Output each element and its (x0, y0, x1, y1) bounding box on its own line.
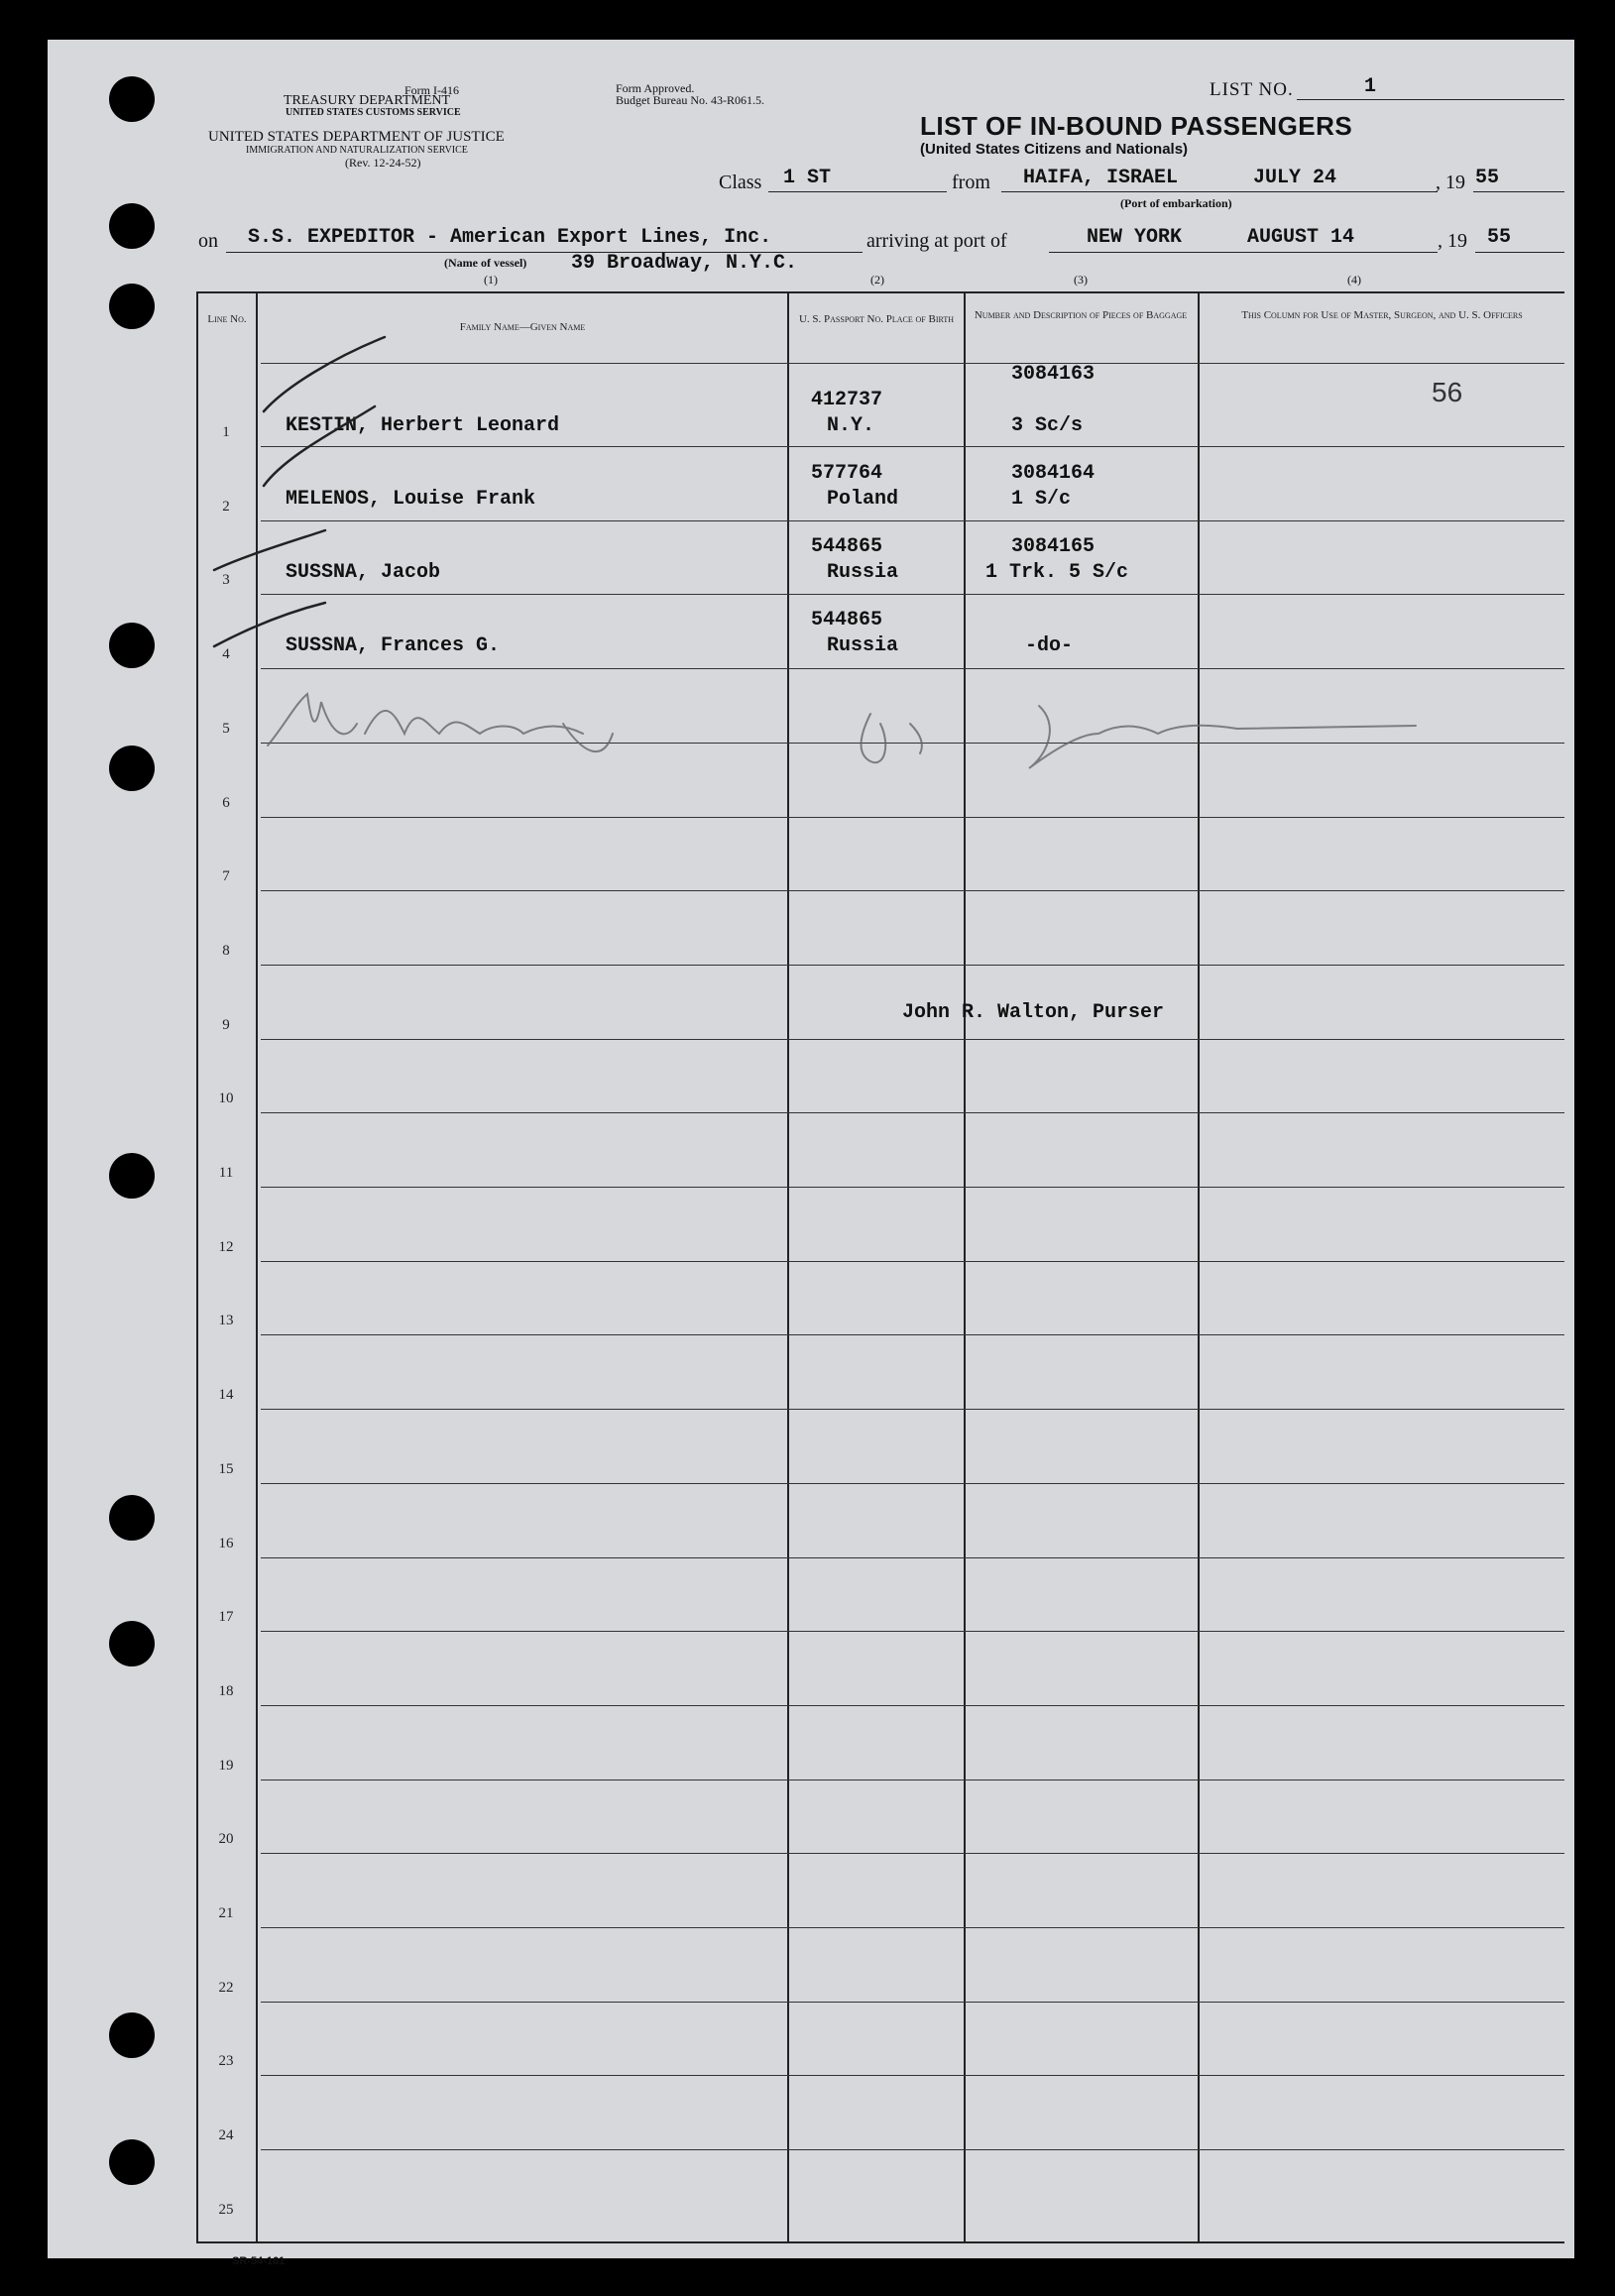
row-rule (261, 1409, 1564, 1410)
punch-hole (109, 2139, 155, 2185)
officer-note: 56 (1432, 377, 1463, 407)
line-number: 7 (222, 868, 230, 884)
row-rule (261, 1779, 1564, 1780)
passport-number: 544865 (811, 535, 883, 558)
check-mark (264, 337, 385, 411)
arrival-year: 55 (1487, 226, 1512, 249)
passport-number: 577764 (811, 462, 883, 485)
table-bottom-border (196, 2241, 1564, 2243)
form-approved: Form Approved. (616, 81, 695, 95)
page-subtitle: (United States Citizens and Nationals) (920, 141, 1189, 158)
form-revision: (Rev. 12-24-52) (345, 156, 421, 170)
year-prefix-2: , 19 (1438, 230, 1467, 252)
line-number: 19 (218, 1758, 234, 1774)
arrival-date: AUGUST 14 (1247, 226, 1355, 249)
vessel-address: 39 Broadway, N.Y.C. (571, 252, 798, 275)
year-prefix-1: , 19 (1436, 172, 1465, 193)
check-mark (214, 530, 325, 570)
row-rule (261, 890, 1564, 891)
line-number: 3 (222, 572, 230, 588)
line-number: 6 (222, 795, 230, 811)
page-title: LIST OF IN-BOUND PASSENGERS (920, 111, 1353, 141)
row-rule (261, 2149, 1564, 2150)
header-officers: This Column for Use of Master, Surgeon, and U. S. Officers (1241, 309, 1523, 321)
header-passport: U. S. Passport No. Place of Birth (798, 313, 955, 325)
line-number: 12 (218, 1239, 234, 1255)
header-baggage: Number and Description of Pieces of Baggage (974, 309, 1188, 321)
handwritten-marks (48, 40, 1574, 793)
place-of-birth: Russia (827, 634, 899, 657)
punch-hole (109, 1495, 155, 1541)
header-name: Family Name—Given Name (459, 321, 586, 333)
list-number-value: 1 (1364, 75, 1377, 98)
form-number: Form I-416 (404, 83, 459, 97)
row-rule (261, 1039, 1564, 1040)
embarkation-year: 55 (1475, 167, 1500, 189)
justice-dept: UNITED STATES DEPARTMENT OF JUSTICE (208, 129, 505, 145)
row-rule (261, 1631, 1564, 1632)
line-number: 16 (218, 1536, 234, 1551)
line-number: 5 (222, 721, 230, 737)
line-number: 2 (222, 499, 230, 515)
punch-hole (109, 1153, 155, 1199)
passport-number: 544865 (811, 609, 883, 631)
line-number: 21 (218, 1905, 234, 1921)
signature-scrawl (268, 694, 1416, 768)
line-number: 4 (222, 646, 230, 662)
passport-number: 412737 (811, 389, 883, 411)
class-label: Class (719, 172, 762, 193)
arrival-port: NEW YORK (1087, 226, 1183, 249)
line-number: 9 (222, 1017, 230, 1033)
port-of-embarkation: HAIFA, ISRAEL (1023, 167, 1179, 189)
manifest-page (48, 40, 1574, 2267)
line-number: 24 (218, 2127, 234, 2143)
line-number: 8 (222, 943, 230, 959)
baggage-number: 3084165 (1011, 535, 1096, 558)
customs-service: UNITED STATES CUSTOMS SERVICE (286, 107, 461, 118)
row-rule (261, 1853, 1564, 1854)
list-number-label: LIST NO. (1210, 79, 1294, 100)
passenger-name: KESTIN, Herbert Leonard (286, 414, 560, 437)
passenger-name: SUSSNA, Frances G. (286, 634, 501, 657)
row-rule (261, 1705, 1564, 1706)
line-number: 11 (218, 1165, 234, 1181)
passenger-name: MELENOS, Louise Frank (286, 488, 536, 511)
immigration-service: IMMIGRATION AND NATURALIZATION SERVICE (246, 145, 468, 156)
arriving-label: arriving at port of (866, 230, 1007, 252)
column-3-ref: (3) (1074, 273, 1088, 287)
row-rule (261, 1261, 1564, 1262)
line-number: 22 (218, 1980, 234, 1996)
baggage-number: 3084163 (1011, 363, 1096, 386)
punch-hole (109, 1621, 155, 1666)
line-number: 20 (218, 1831, 234, 1847)
from-label: from (952, 172, 990, 193)
column-4-ref: (4) (1347, 273, 1361, 287)
row-rule (261, 1112, 1564, 1113)
purser-signature: John R. Walton, Purser (902, 1001, 1165, 1024)
row-rule (261, 1927, 1564, 1928)
line-number: 23 (218, 2053, 234, 2069)
place-of-birth: Poland (827, 488, 899, 511)
line-number: 25 (218, 2202, 234, 2218)
budget-bureau: Budget Bureau No. 43-R061.5. (616, 93, 764, 107)
baggage-description: 1 S/c (1011, 488, 1072, 511)
line-number: 10 (218, 1091, 234, 1106)
row-rule (261, 1187, 1564, 1188)
treasury-dept: TREASURY DEPARTMENT (284, 93, 451, 108)
row-rule (261, 817, 1564, 818)
line-number: 1 (222, 424, 230, 440)
line-number: 14 (218, 1387, 234, 1403)
check-mark (214, 603, 325, 646)
passenger-name: SUSSNA, Jacob (286, 561, 441, 584)
punch-hole (109, 2012, 155, 2058)
column-2-ref: (2) (870, 273, 884, 287)
baggage-description: 1 Trk. 5 S/c (985, 561, 1129, 584)
line-number: 15 (218, 1461, 234, 1477)
vessel-name: S.S. EXPEDITOR - American Export Lines, Inc. (248, 226, 772, 249)
line-number: 13 (218, 1313, 234, 1328)
header-line-no: Line No. (207, 313, 247, 325)
line-number: 17 (218, 1609, 234, 1625)
row-rule (261, 965, 1564, 966)
place-of-birth: Russia (827, 561, 899, 584)
baggage-description: -do- (1025, 634, 1074, 657)
baggage-description: 3 Sc/s (1011, 414, 1084, 437)
form-code: SR-54-161 (232, 2255, 286, 2267)
column-1-ref: (1) (484, 273, 498, 287)
place-of-birth: N.Y. (827, 414, 875, 437)
row-rule (261, 1483, 1564, 1484)
vessel-caption: (Name of vessel) (444, 256, 527, 270)
on-label: on (198, 230, 218, 252)
row-rule (261, 2002, 1564, 2003)
row-rule (261, 2075, 1564, 2076)
row-rule (261, 1334, 1564, 1335)
check-mark (264, 406, 375, 486)
port-embarkation-caption: (Port of embarkation) (1120, 196, 1232, 210)
baggage-number: 3084164 (1011, 462, 1096, 485)
class-value: 1 ST (783, 167, 832, 189)
embarkation-date: JULY 24 (1253, 167, 1337, 189)
line-number: 18 (218, 1683, 234, 1699)
row-rule (261, 1557, 1564, 1558)
